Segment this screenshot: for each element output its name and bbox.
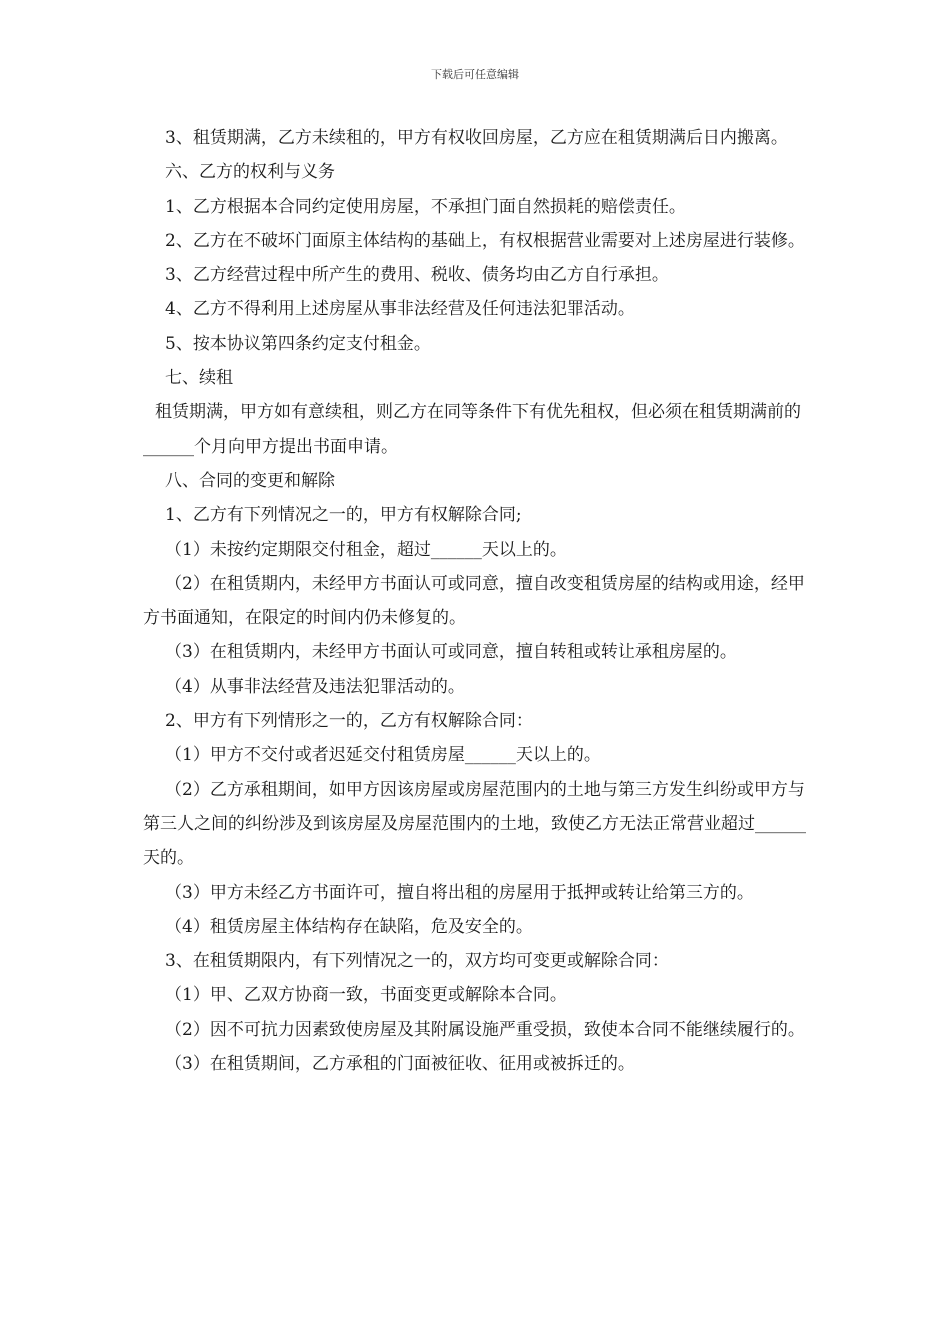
paragraph: （1）甲方不交付或者迟延交付租赁房屋______天以上的。 [165, 745, 601, 766]
page-header: 下载后可任意编辑 [431, 68, 519, 81]
paragraph: （2）乙方承租期间，如甲方因该房屋或房屋范围内的土地与第三方发生纠纷或甲方与第三人之间的纠纷涉及到该房屋及房屋范围内的土地，致使乙方无法正常营业超过______天的。 [143, 779, 806, 869]
paragraph: （3）在租赁期内，未经甲方书面认可或同意，擅自转租或转让承租房屋的。 [165, 642, 737, 663]
paragraph: （4）从事非法经营及违法犯罪活动的。 [165, 676, 465, 697]
paragraph: （4）租赁房屋主体结构存在缺陷，危及安全的。 [165, 916, 533, 937]
paragraph: 2、甲方有下列情形之一的，乙方有权解除合同： [165, 711, 533, 732]
paragraph: 1、乙方根据本合同约定使用房屋，不承担门面自然损耗的赔偿责任。 [165, 196, 686, 217]
paragraph: 七、续租 [165, 368, 233, 389]
paragraph: 2、乙方在不破坏门面原主体结构的基础上，有权根据营业需要对上述房屋进行装修。 [165, 230, 805, 251]
paragraph: （2）在租赁期内，未经甲方书面认可或同意，擅自改变租赁房屋的结构或用途，经甲方书面通知，在限定的时间内仍未修复的。 [143, 573, 805, 629]
paragraph: （2）因不可抗力因素致使房屋及其附属设施严重受损，致使本合同不能继续履行的。 [165, 1019, 805, 1040]
paragraph: 4、乙方不得利用上述房屋从事非法经营及任何违法犯罪活动。 [165, 299, 635, 320]
paragraph: 六、乙方的权利与义务 [165, 162, 335, 183]
paragraph: 3、租赁期满，乙方未续租的，甲方有权收回房屋，乙方应在租赁期满后日内搬离。 [165, 128, 788, 148]
paragraph: （3）在租赁期间，乙方承租的门面被征收、征用或被拆迁的。 [165, 1054, 635, 1075]
paragraph: 租赁期满，甲方如有意续租，则乙方在同等条件下有优先租权，但必须在租赁期满前的______个月向甲方提出书面申请。 [143, 402, 801, 457]
paragraph: 3、在租赁期限内，有下列情况之一的，双方均可变更或解除合同： [165, 951, 669, 972]
paragraph: 八、合同的变更和解除 [165, 470, 335, 491]
paragraph: 1、乙方有下列情况之一的，甲方有权解除合同; [165, 505, 522, 526]
document-body [143, 121, 815, 1081]
paragraph: 3、乙方经营过程中所产生的费用、税收、债务均由乙方自行承担。 [165, 265, 669, 286]
paragraph: （1）未按约定期限交付租金，超过______天以上的。 [165, 539, 567, 560]
paragraph: （3）甲方未经乙方书面许可，擅自将出租的房屋用于抵押或转让给第三方的。 [165, 882, 754, 903]
paragraph: 5、按本协议第四条约定支付租金。 [165, 333, 431, 354]
paragraph: （1）甲、乙双方协商一致，书面变更或解除本合同。 [165, 985, 567, 1006]
